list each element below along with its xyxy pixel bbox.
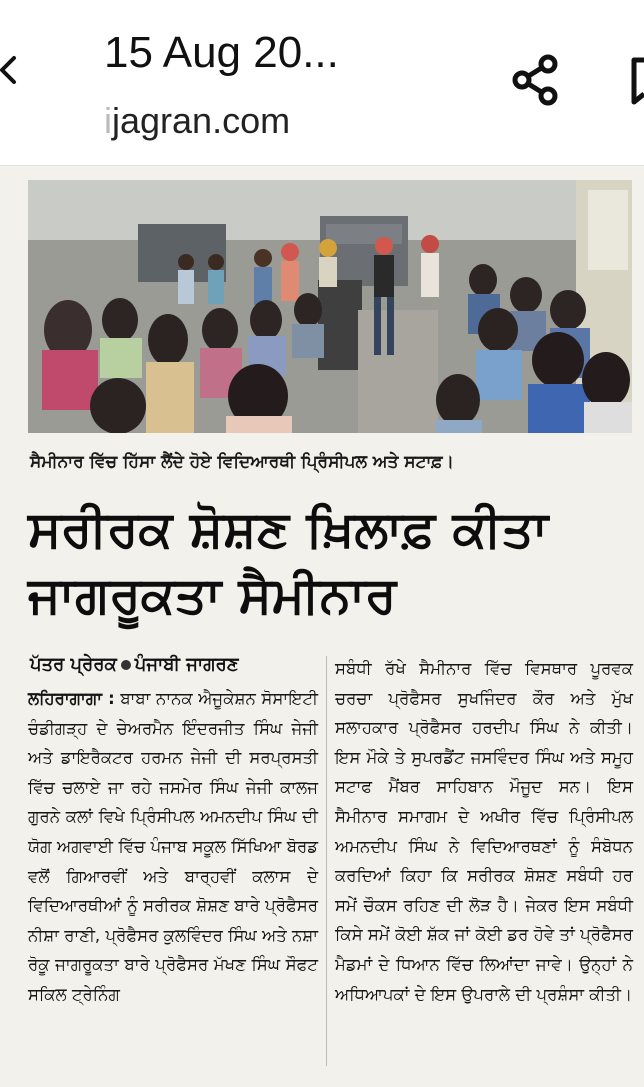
photo-caption: ਸੈਮੀਨਾਰ ਵਿੱਚ ਹਿੱਸਾ ਲੈਂਦੇ ਹੋਏ ਵਿਦਿਆਰਥੀ ਪ੍ਰਿੰਸੀਪਲ ਅਤੇ ਸਟਾਫ਼। (30, 452, 454, 472)
site-domain (104, 100, 290, 142)
back-chevron-icon[interactable] (0, 50, 22, 90)
byline (30, 654, 239, 675)
column-left-text: ਬਾਬਾ ਨਾਨਕ ਐਜੂਕੇਸ਼ਨ ਸੋਸਾਇਟੀ ਚੰਡੀਗੜ੍ਹ ਦੇ ਚੇਅਰਮੈਨ ਇੰਦਰਜੀਤ ਸਿੰਘ ਜੇਜੀ ਅਤੇ ਡਾਇਰੈਕਟਰ ਹਰਮਨ ਜੇਜੀ ਦੀ ਸਰਪ੍ਰਸਤੀ ਵਿੱਚ ਚਲਾਏ ਜਾ ਰਹੇ ਜਸਮੇਰ ਸਿੰਘ ਜੇਜੀ ਕਾਲਜ ਗੁਰਨੇ ਕਲਾਂ ਵਿਖੇ ਪ੍ਰਿੰਸੀਪਲ ਅਮਨਦੀਪ ਸਿੰਘ ਦੀ ਯੋਗ ਅਗਵਾਈ ਵਿੱਚ ਪੰਜਾਬ ਸਕੂਲ ਸਿੱਖਿਆ ਬੋਰਡ ਵਲੋਂ ਗਿਆਰਵੀਂ ਅਤੇ ਬਾਰ੍ਹਵੀਂ ਕਲਾਸ ਦੇ ਵਿਦਿਆਰਥੀਆਂ ਨੂੰ ਸਰੀਰਕ ਸ਼ੋਸ਼ਣ ਬਾਰੇ ਪ੍ਰੋਫੈਸਰ ਨੀਸ਼ਾ ਰਾਣੀ, ਪ੍ਰੋਫੈਸਰ ਕੁਲਵਿੰਦਰ ਸਿੰਘ ਅਤੇ ਨਸ਼ਾ ਰੋਕੂ ਜਾਗਰੂਕਤਾ ਬਾਰੇ ਪ੍ਰੋਫੈਸਰ ਮੱਖਣ ਸਿੰਘ ਸੌਫਟ ਸਕਿਲ ਟ੍ਰੇਨਿੰਗ (28, 689, 318, 1004)
seminar-photo-illustration (28, 180, 632, 433)
column-divider (326, 656, 327, 1066)
top-bar (0, 0, 644, 165)
dateline: ਲਹਿਰਾਗਾਗਾ : (28, 689, 115, 708)
share-icon[interactable] (506, 50, 566, 110)
bookmark-icon[interactable] (626, 50, 644, 110)
article-headline: ਸਰੀਰਕ ਸ਼ੋਸ਼ਣ ਖ਼ਿਲਾਫ਼ ਕੀਤਾ ਜਾਗਰੂਕਤਾ ਸੈਮੀਨਾਰ (28, 500, 549, 624)
seminar-photo (28, 180, 632, 433)
byline-dot (121, 660, 131, 670)
article-column-right: ਸਬੰਧੀ ਰੱਖੇ ਸੈਮੀਨਾਰ ਵਿੱਚ ਵਿਸਥਾਰ ਪੂਰਵਕ ਚਰਚਾ ਪ੍ਰੋਫੈਸਰ ਸੁਖਜਿੰਦਰ ਕੌਰ ਅਤੇ ਮੁੱਖ ਸਲਾਹਕਾਰ ਪ੍ਰੋਫੈਸਰ ਹਰਦੀਪ ਸਿੰਘ ਨੇ ਕੀਤੀ। ਇਸ ਮੌਕੇ ਤੇ ਸੁਪਰਡੈਂਟ ਜਸਵਿੰਦਰ ਸਿੰਘ ਅਤੇ ਸਮੂਹ ਸਟਾਫ ਮੈਂਬਰ ਸਾਹਿਬਾਨ ਮੌਜੂਦ ਸਨ। ਇਸ ਸੈਮੀਨਾਰ ਸਮਾਗਮ ਦੇ ਅਖੀਰ ਵਿੱਚ ਪ੍ਰਿੰਸੀਪਲ ਅਮਨਦੀਪ ਸਿੰਘ ਨੇ ਵਿਦਿਆਰਥਣਾਂ ਨੂੰ ਸੰਬੋਧਨ ਕਰਦਿਆਂ ਕਿਹਾ ਕਿ ਸਰੀਰਕ ਸ਼ੋਸ਼ਣ ਸਬੰਧੀ ਹਰ ਸਮੇਂ ਚੌਕਸ ਰਹਿਣ ਦੀ ਲੋੜ ਹੈ। ਜੇਕਰ ਇਸ ਸਬੰਧੀ ਕਿਸੇ ਸਮੇਂ ਕੋਈ ਸ਼ੱਕ ਜਾਂ ਕੋਈ ਡਰ ਹੋਵੇ ਤਾਂ ਪ੍ਰੋਫੈਸਰ ਮੈਡਮਾਂ ਦੇ ਧਿਆਨ ਵਿੱਚ ਲਿਆਂਦਾ ਜਾਵੇ। ਉਨ੍ਹਾਂ ਨੇ ਅਧਿਆਪਕਾਂ ਦੇ ਇਸ ਉਪਰਾਲੇ ਦੀ ਪ੍ਰਸ਼ੰਸਾ ਕੀਤੀ। (335, 659, 633, 1004)
article-date: 15 Aug 20... (104, 28, 339, 77)
byline-reporter: ਪੱਤਰ ਪ੍ਰੇਰਕ (30, 654, 117, 675)
domain-prefix-partial: i (104, 100, 112, 141)
article-column-left (28, 684, 318, 1010)
byline-publication: ਪੰਜਾਬੀ ਜਾਗਰਣ (134, 654, 239, 675)
domain-text: jagran.com (112, 100, 291, 141)
newspaper-clipping (0, 166, 644, 1087)
